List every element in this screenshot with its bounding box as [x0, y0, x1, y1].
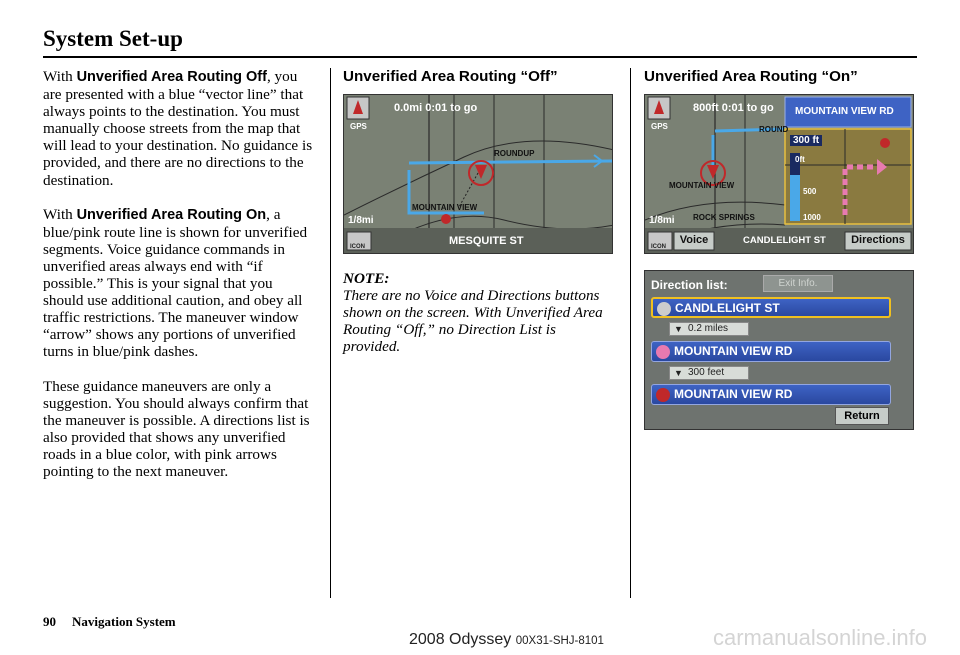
map-to-go-on: to go [746, 102, 774, 114]
page-title: System Set-up [43, 26, 183, 51]
map-time: 0:01 [425, 102, 448, 114]
current-street-label: MESQUITE ST [449, 235, 524, 247]
column-divider-2 [630, 68, 631, 598]
map-scale-on: 1/8mi [649, 215, 675, 226]
exit-info-button[interactable]: Exit Info. [763, 275, 833, 292]
down-arrow-icon: ▼ [674, 324, 683, 334]
routing-off-column [343, 68, 618, 355]
note-text: There are no Voice and Directions buttons shown on the screen. With Unverified Area Routing “Off,” no Direction List is provided. [343, 287, 603, 356]
map-graphic [344, 95, 613, 254]
map-scale: 1/8mi [348, 215, 374, 226]
distance-bar-0: 0ft [795, 155, 805, 164]
routing-off-heading: Unverified Area Routing “Off” [343, 68, 558, 85]
gps-indicator-on: GPS [651, 122, 668, 131]
next-street-label: MOUNTAIN VIEW RD [795, 106, 894, 117]
note-label: NOTE: [343, 270, 390, 287]
down-arrow-icon: ▼ [674, 368, 683, 378]
distance-bar-1000: 1000 [803, 213, 821, 222]
voice-button[interactable]: Voice [679, 234, 709, 246]
direction-list-screen [644, 270, 914, 430]
routing-on-map-screen [644, 94, 914, 254]
routing-on-heading: Unverified Area Routing “On” [644, 68, 858, 85]
direction-distance-1: ▼ 0.2 miles [669, 322, 749, 336]
footer-section: Navigation System [72, 614, 176, 629]
map-label-roundup: ROUNDUP [494, 149, 535, 158]
paragraph-guidance: These guidance maneuvers are only a suggestion. You should always confirm that the maneuver is possible. A directions list is also provided that shows any unverified roads in a blue color, with pink arrows pointing to the next maneuver. [43, 377, 310, 480]
direction-row-2[interactable]: MOUNTAIN VIEW RD [651, 341, 891, 362]
title-rule [43, 56, 917, 58]
routing-off-map-screen [343, 94, 613, 254]
note-block [343, 270, 613, 355]
directions-button[interactable]: Directions [851, 234, 905, 246]
footer-code: 00X31-SHJ-8101 [515, 635, 604, 647]
turn-arrow-icon [656, 345, 670, 359]
map-label-mountain-view-on: MOUNTAIN VIEW [669, 181, 735, 190]
direction-row-3[interactable]: MOUNTAIN VIEW RD [651, 384, 891, 405]
paragraph-routing-off: With Unverified Area Routing Off, you are presented with a blue “vector line” that always points to the destination. You must manually choose streets from the map that will lead to your destination. No guidance is provided, and there are no directions to the destination. [43, 68, 313, 189]
paragraph-routing-on: With Unverified Area Routing On, a blue/pink route line is shown for unverified segments. Voice guidance commands in unverified areas always end with “if possible.” This is your signal that you should use additional caution, and obey all traffic restrictions. The maneuver window “arrow” shows any portions of unverified turns in blue/pink dashes. [43, 205, 308, 361]
map-label-rock-springs: ROCK SPRINGS [693, 213, 755, 222]
column-divider-1 [330, 68, 331, 598]
map-icon-label-on: ICON [651, 244, 666, 250]
map-icon-label: ICON [350, 244, 365, 250]
current-street-label-on: CANDLELIGHT ST [743, 235, 826, 246]
gps-indicator: GPS [350, 122, 367, 131]
map-distance-on: 800ft [693, 102, 719, 114]
term-routing-on: Unverified Area Routing On [76, 206, 267, 223]
term-routing-off: Unverified Area Routing Off [76, 69, 267, 85]
direction-distance-2: ▼ 300 feet [669, 366, 749, 380]
maneuver-distance: 300 ft [790, 135, 822, 146]
map-distance: 0.0mi [394, 102, 423, 114]
map-time-on: 0:01 [721, 102, 744, 114]
footer-model: 2008 Odyssey 00X31-SHJ-8101 [409, 631, 604, 648]
direction-list-title: Direction list: [651, 278, 728, 292]
direction-row-1[interactable]: CANDLELIGHT ST [651, 297, 891, 318]
destination-icon [656, 388, 670, 402]
map-label-mountain-view: MOUNTAIN VIEW [412, 203, 478, 212]
map-label-round: ROUND [759, 125, 789, 134]
route-point-icon [657, 302, 671, 316]
return-button[interactable]: Return [835, 407, 889, 425]
page-number: 90 [43, 614, 56, 629]
distance-bar-500: 500 [803, 187, 817, 196]
body-text-column [43, 68, 315, 497]
map-graphic-on [645, 95, 914, 254]
map-to-go: to go [450, 102, 478, 114]
watermark: carmanualsonline.info [713, 625, 928, 650]
routing-on-column [644, 68, 920, 430]
